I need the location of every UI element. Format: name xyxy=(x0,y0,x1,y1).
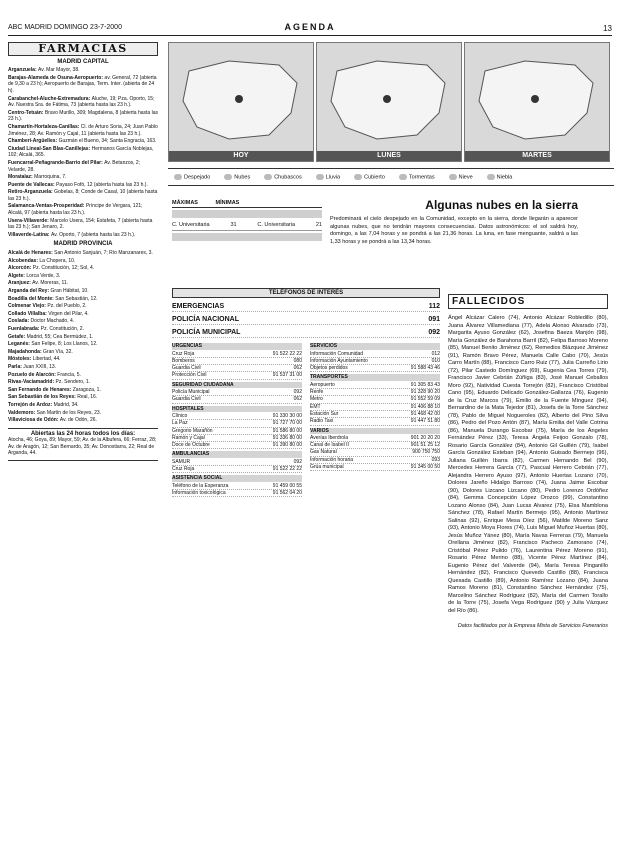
pharmacy-zone: Salamanca-Ventas-Prosperidad: xyxy=(8,203,86,210)
pharmacy-address: Pz. del Pueblo, 2. xyxy=(47,303,87,310)
legend-item: Lluvia xyxy=(316,174,340,180)
weather-map-monday xyxy=(316,42,462,162)
page-header xyxy=(8,22,612,36)
phone-category: SERVICIOS xyxy=(310,343,440,349)
phone-category: ASISTENCIA SOCIAL xyxy=(172,475,302,481)
pharmacy-zone: Rivas-Vaciamadrid: xyxy=(8,379,56,386)
pharmacy-address: Pz. Sendero, 1. xyxy=(55,379,90,386)
pharmacy-entry xyxy=(8,232,158,239)
legend-item: Nieve xyxy=(449,174,473,180)
phone-entry: Teléfono de la Esperanza 91 459 00 55 xyxy=(172,482,302,489)
pharmacy-address: Madrid, 34. xyxy=(53,401,79,408)
map-label: LUNES xyxy=(317,151,461,161)
pharmacy-zone: Algete: xyxy=(8,272,27,279)
phone-entry: Grúa municipal 91 345 00 50 xyxy=(310,464,440,471)
phone-entry: Protección Civil 91 537 31 00 xyxy=(172,372,302,379)
header-rule xyxy=(8,35,612,36)
pharmacy-address: Av. Mar Mayor, 38. xyxy=(38,67,80,74)
sun-icon xyxy=(174,174,182,180)
pharmacy-zone: Parla: xyxy=(8,363,24,370)
open-24h-text: Atocha, 46; Goya, 89; Mayor, 59; Av. de la Albufera, 66; Ferraz, 28; Av. de Aragón, 12; San Bernardo, 35; Av. Donostiarra, 22; Real de Arganda, 44. xyxy=(8,437,157,457)
pharmacy-address: Bravo Murillo, 309; Magdalena, 8 (abierta hasta las 23 h.). xyxy=(8,109,158,123)
phones-title: TELÉFONOS DE INTERÉS xyxy=(172,288,440,298)
pharmacy-entry xyxy=(8,288,158,295)
phone-category: HOSPITALES xyxy=(172,406,302,412)
pharmacy-zone: Chamartín-Hortaleza-Canillas: xyxy=(8,123,81,130)
pharmacy-entry xyxy=(8,410,158,417)
news-body: Predominará el cielo despejado en la Comunidad, excepto en la sierra, donde llegarán a aparecer algunas nubes, que no tendrán mayores consecuencias. Datos astronómicos: el sol saldrá hoy, domingo, a las 7,04 horas y se pondrá a las 21,36 horas. La luna, en fase menguante, saldrá a las 1,33 horas y se pondrá a las 13,34 horas. xyxy=(330,216,578,245)
madrid-capital-heading: MADRID CAPITAL xyxy=(57,58,109,65)
phone-entry: Bomberos 080 xyxy=(172,357,302,364)
pharmacy-address: Cl. de Arturo Soria, 24; Juan Pablo Jiménez, 28; Av. Ramón y Cajal, 11 (abierta hasta las 23 h.). xyxy=(8,123,158,137)
pharmacy-address: Guzmán el Bueno, 34; Santa Engracia, 163. xyxy=(58,138,157,145)
pharmacy-zone: Alcorcón: xyxy=(8,265,33,272)
news-headline: Algunas nubes en la sierra xyxy=(425,198,578,212)
pharmacy-entry xyxy=(8,124,158,137)
showers-icon xyxy=(264,174,272,180)
pharmacy-address: av. General, 72 (abierta de 9,30 a 23 h); Aeropuerto de Barajas, Term. Inter. (abierta de 24 h). xyxy=(8,74,157,94)
pharmacy-entry xyxy=(8,379,158,386)
pharmacy-entry xyxy=(8,364,158,371)
pharmacy-entry xyxy=(8,146,158,159)
deaths-credit: Datos facilitados por la Empresa Mixta de Servicios Funerarios xyxy=(457,623,608,629)
pharmacies-column xyxy=(8,42,158,832)
pharmacy-entry xyxy=(8,311,158,318)
map-spain-icon xyxy=(317,43,461,151)
pharmacy-entry xyxy=(8,203,158,216)
open-24h-heading: Abiertas las 24 horas todos los días: xyxy=(30,430,136,437)
legend-item: Despejado xyxy=(174,174,210,180)
weather-map-tuesday xyxy=(464,42,610,162)
pharmacy-zone: Collado Villalba: xyxy=(8,310,49,317)
pharmacy-zone: Colmenar Viejo: xyxy=(8,303,48,310)
pharmacy-zone: Fuencarral-Peñagrande-Barrio del Pilar: xyxy=(8,159,105,166)
pharmacy-entry xyxy=(8,160,158,173)
map-label: MARTES xyxy=(465,151,609,161)
pharmacy-address: Madrid, 55; Cea Bermúdez, 1. xyxy=(26,333,94,340)
pharmacy-address: Zaragoza, 1. xyxy=(72,386,101,393)
pharmacy-entry xyxy=(8,265,158,272)
phone-entry: EMT 91 406 88 10 xyxy=(310,403,440,410)
pharmacy-entry xyxy=(8,273,158,280)
pharmacies-title: FARMACIAS xyxy=(8,42,158,56)
pharmacy-address: Hermanos García Noblejas, 102; Alcalá, 365. xyxy=(8,145,154,159)
pharmacy-zone: San Sebastián de los Reyes: xyxy=(8,394,78,401)
pharmacy-zone: San Fernando de Henares: xyxy=(8,386,73,393)
storm-icon xyxy=(399,174,407,180)
pharmacy-address: La Chopera, 10. xyxy=(39,257,76,264)
pharmacy-zone: Majadahonda: xyxy=(8,348,44,355)
pharmacy-zone: Retiro-Arganzuela: xyxy=(8,189,55,196)
phone-entry: Radio Taxi 91 447 51 80 xyxy=(310,418,440,425)
pharmacy-zone: Chamberí-Argüelles: xyxy=(8,138,59,145)
pharmacy-entry xyxy=(8,349,158,356)
pharmacy-entry xyxy=(8,280,158,287)
pharmacy-address: Real, 16. xyxy=(77,394,98,401)
phone-entry: Información horaria 093 xyxy=(310,456,440,463)
pharmacy-entry xyxy=(8,138,158,145)
pharmacy-entry xyxy=(8,258,158,265)
phone-category: SEGURIDAD CIUDADANA xyxy=(172,382,302,388)
fog-icon xyxy=(487,174,495,180)
pharmacy-address: Payaso Fofó, 12 (abierta hasta las 23 h.). xyxy=(56,181,148,188)
pharmacy-zone: Carabanchel-Aluche-Extremadura: xyxy=(8,95,92,102)
useful-phones xyxy=(172,288,440,832)
pharmacy-zone: Torrejón de Ardoz: xyxy=(8,401,54,408)
pharmacy-zone: Alcalá de Henares: xyxy=(8,250,55,257)
pharmacy-address: Gran Hábitat, 10. xyxy=(50,288,89,294)
phone-entry: Doce de Octubre 91 390 80 00 xyxy=(172,442,302,449)
pharmacy-address: Av. Betanzos, 2; Velarde, 28. xyxy=(8,159,141,173)
emergency-numbers xyxy=(172,302,440,338)
legend-item: Tormentas xyxy=(399,174,435,180)
pharmacy-address: Av. de Odón, 26. xyxy=(59,417,97,424)
pharmacy-address: San Antonio Sanjuán, 7; Río Manzanares, 3. xyxy=(54,250,153,257)
pharmacy-address: San Sebastián, 12. xyxy=(55,295,98,302)
map-label: HOY xyxy=(169,151,313,161)
temperature-row-shaded xyxy=(172,233,322,241)
temperature-row: C. Universitaria 31 C. Universitaria 21 xyxy=(172,220,322,231)
pharmacy-zone: Centro-Tetuán: xyxy=(8,109,45,116)
temperatures-table xyxy=(172,200,322,243)
phone-entry: Averías Iberdrola 901 20 20 20 xyxy=(310,434,440,441)
legend-item: Chubascos xyxy=(264,174,302,180)
pharmacy-address: Marroquina, 7. xyxy=(34,174,67,181)
legend-item: Niebla xyxy=(487,174,513,180)
phone-entry: Cruz Roja 91 522 22 22 xyxy=(172,350,302,357)
pharmacy-zone: Puente de Vallecas: xyxy=(8,181,57,188)
pharmacy-zone: Pozuelo de Alarcón: xyxy=(8,371,58,378)
pharmacy-zone: Usera-Villaverde: xyxy=(8,217,51,224)
legend-item: Nubes xyxy=(224,174,250,180)
phone-category: AMBULANCIAS xyxy=(172,451,302,457)
pharmacy-address: Av. Oporto, 7 (abierta hasta las 23 h.). xyxy=(50,231,136,238)
pharmacy-address: Pz. Constitución, 12; Sol, 4. xyxy=(32,265,95,272)
min-label: MÍNIMAS xyxy=(215,200,240,206)
madrid-provincia-heading: MADRID PROVINCIA xyxy=(53,241,113,248)
weather-news xyxy=(330,198,578,246)
pharmacy-zone: Móstoles: xyxy=(8,356,33,363)
pharmacy-address: Gran Vía, 32. xyxy=(43,348,73,355)
pharmacy-address: Pz. Constitución, 2. xyxy=(40,325,84,332)
pharmacy-zone: Valdemoro: xyxy=(8,409,37,416)
phone-entry: Guardia Civil 062 xyxy=(172,365,302,372)
rain-icon xyxy=(316,174,324,180)
phone-entry: Ramón y Cajal 91 336 80 00 xyxy=(172,434,302,441)
pharmacy-zone: Coslada: xyxy=(8,318,31,325)
overcast-icon xyxy=(354,174,362,180)
deaths-column xyxy=(448,294,608,824)
phone-category: TRANSPORTES xyxy=(310,374,440,380)
temperature-row-shaded xyxy=(172,210,322,218)
pharmacy-entry xyxy=(8,96,158,109)
pharmacy-address: Lorca Verde, 3. xyxy=(26,272,61,279)
pharmacy-entry xyxy=(8,394,158,401)
pharmacy-zone: Villaverde-Latina: xyxy=(8,231,51,238)
pharmacy-zone: Boadilla del Monte: xyxy=(8,295,56,302)
phone-entry: Cruz Roja 91 522 22 22 xyxy=(172,466,302,473)
pharmacy-entry xyxy=(8,334,158,341)
pharmacy-entry xyxy=(8,75,158,95)
pharmacy-entry xyxy=(8,417,158,424)
phone-entry: Clínico 91 330 30 00 xyxy=(172,412,302,419)
deaths-title: FALLECIDOS xyxy=(448,294,608,309)
page-number: 13 xyxy=(603,24,612,33)
legend-item: Cubierto xyxy=(354,174,385,180)
max-label: MÁXIMAS xyxy=(172,200,198,206)
weather-maps xyxy=(168,42,608,168)
pharmacy-entry xyxy=(8,341,158,348)
pharmacy-address: San Felipe, 8; Los Llanos, 12. xyxy=(31,341,98,348)
map-spain-icon xyxy=(465,43,609,151)
phone-category: VARIOS xyxy=(310,428,440,434)
pharmacy-entry xyxy=(8,67,158,74)
phone-entry: Información toxicológica 91 562 04 20 xyxy=(172,489,302,496)
pharmacy-entry xyxy=(8,372,158,379)
pharmacy-zone: Aranjuez: xyxy=(8,280,33,287)
pharmacy-address: Doctor Machado, 4. xyxy=(30,318,75,325)
open-24h-box xyxy=(8,428,158,461)
pharmacy-entry xyxy=(8,296,158,303)
madrid-provincia-list xyxy=(8,250,158,424)
phones-right-column xyxy=(310,341,440,497)
pharmacy-address: Príncipe de Vergara, 121; Alcalá, 97 (abierta hasta las 23 h.). xyxy=(8,203,143,217)
pharmacy-address: Av. Moreras, 11. xyxy=(32,280,69,287)
emergency-entry: EMERGENCIAS 112 xyxy=(172,303,440,311)
phone-entry: Gas Natural 900 750 750 xyxy=(310,449,440,456)
pharmacy-entry xyxy=(8,356,158,363)
pharmacy-zone: Getafe: xyxy=(8,333,27,340)
pharmacy-entry xyxy=(8,174,158,181)
emergency-entry: POLICÍA NACIONAL 091 xyxy=(172,316,440,324)
weather-legend xyxy=(168,168,614,186)
pharmacy-entry xyxy=(8,318,158,325)
section-title: AGENDA xyxy=(284,22,336,32)
phone-entry: La Paz 91 727 70 00 xyxy=(172,420,302,427)
pharmacy-entry xyxy=(8,326,158,333)
pharmacy-address: San Martín de los Reyes, 23. xyxy=(36,409,102,416)
pharmacy-zone: Villaviciosa de Odón: xyxy=(8,417,60,424)
publication-date: ABC MADRID DOMINGO 23-7-2000 xyxy=(8,24,122,31)
phone-entry: Información Comunidad 012 xyxy=(310,350,440,357)
pharmacy-zone: Arganzuela: xyxy=(8,67,39,74)
phone-entry: SAMUR 092 xyxy=(172,458,302,465)
emergency-entry: POLICÍA MUNICIPAL 092 xyxy=(172,329,440,337)
pharmacy-entry xyxy=(8,303,158,310)
pharmacy-entry xyxy=(8,189,158,202)
pharmacy-entry xyxy=(8,218,158,231)
phone-entry: Estación Sur 91 468 42 00 xyxy=(310,410,440,417)
weather-map-today xyxy=(168,42,314,162)
snow-icon xyxy=(449,174,457,180)
pharmacy-zone: Ciudad Lineal-San Blas-Canillejas: xyxy=(8,145,92,152)
map-spain-icon xyxy=(169,43,313,151)
phone-entry: Guardia Civil 062 xyxy=(172,396,302,403)
phone-entry: Aeropuerto 91 305 83 43 xyxy=(310,381,440,388)
temperatures-header xyxy=(172,200,322,208)
pharmacy-address: Virgen del Pilar, 4. xyxy=(48,310,89,317)
pharmacy-entry xyxy=(8,402,158,409)
pharmacy-zone: Fuenlabrada: xyxy=(8,325,41,332)
pharmacy-address: Juan XXIII, 13. xyxy=(23,363,57,370)
pharmacy-address: Francia, 5. xyxy=(57,371,81,378)
phone-entry: Metro 91 552 59 09 xyxy=(310,396,440,403)
phone-category: URGENCIAS xyxy=(172,343,302,349)
phone-entry: Objetos perdidos 91 588 43 46 xyxy=(310,365,440,372)
pharmacy-zone: Alcobendas: xyxy=(8,257,40,264)
madrid-capital-list xyxy=(8,67,158,238)
pharmacy-zone: Barajas-Alameda de Osuna-Aeropuerto: xyxy=(8,74,105,81)
phone-entry: Renfe 91 328 90 20 xyxy=(310,389,440,396)
phone-entry: Canal de Isabel II 901 51 25 12 xyxy=(310,442,440,449)
pharmacy-zone: Leganés: xyxy=(8,341,32,348)
phones-left-column xyxy=(172,341,302,497)
pharmacy-zone: Moratalaz: xyxy=(8,174,35,181)
phone-entry: Policía Municipal 092 xyxy=(172,389,302,396)
pharmacy-entry xyxy=(8,250,158,257)
pharmacy-address: Marcelo Usera, 154; Estafeta, 7 (abierta hasta las 23 h.); San Jenaro, 2. xyxy=(8,217,153,231)
pharmacy-zone: Arganda del Rey: xyxy=(8,288,51,294)
pharmacy-address: Gobelas, 8; Conde de Casal, 10 (abierta hasta las 23 h.). xyxy=(8,189,158,202)
phone-entry: Información Ayuntamiento 010 xyxy=(310,357,440,364)
deaths-list: Ángel Alcázar Calero (74), Antonio Alcázar Robledillo (80), Juana Álvarez Villamediana (77), Adela Alonso Alvarado (73), Margarita Ayuso González (62), Josefina Baeza Manjón (98), María González de Barahona Barril (82), Felipa Barroso Moreno (85), Manuel Benito Jiménez (62), Remedios Blázquez Jiménez (91), Ramón Bravo Pérez, Manuela Calle Cabo (70), Jesús Carro Martín (88), Francisco Carro Ruiz (77), Julia Carreño Lirio (72), Pilar Castedo Domínguez (69), Eugenia Cea Torres (79), Francisco Javier Cebrián Zúñiga (83), José Manuel Ceballos Moro (92), Natividad Cuesta Torrejón (82), Francisco Cristóbal Cano (95), Eduardo Delicado González-Gallarza (76), Eugenio de la Cruz Marcos (79), Emilio de la Fuente Mínguez (94), Bernardino de la Mata Tejedor (81), Josefa de la Torre Sánchez (78), Pablo de Miguel Nogueroles (82), Alberto del Pino Silva (86), Pedro del Pozo Antón (87), María Emilia del Valle Cotrina (86), Manuela Durango Escobar (75), María de los Ángeles Fernández Pérez (33), Teresa Ángela Feijoo Gonzalo (78), Rosario García González (84), Antonio Gil Guillén (79), Isabel García González Esteban (94), Antonio Guisado Bermejo (96), Juliana Guillén Ibarra (82), Carmen Hernando Bel (90), Mercedes Herrera García (77), Pascual Herrero Cebrián (77), Alejandra Herrero Ayuso (97), Antonio Huertas Lozano (70), Dolores Jareño Hidalgo Barroso (74), Juana Jaime Escobar (90), Dolores Lizcano Lizcano (80), Pedro Lorenzo Ordóñez (84), Gemma Concepción López Orozco (99), Constantino Lozano Alonso (84), Juan Lucas Alvarez (75), Elsa Mamblona Sánchez (78), Rafael Martín Bermejo (95), Antonio Martínez Salinas (92), Enrique Mesa Díez (56), Matilde Moreno Sanz (93), Antonio Moya Flores (74), Luis Miguel Muñoz Huertas (80), Jesús Muñoz Yánez (80), María Navas Ferreras (79), Manuela Orellana Jiménez (82), Francisco Pacheco Zamorano (74), Cristóbal Pérez Pulido (76), Laurentina Pérez Moreno (91), Rosario Pérez Merino (88), Vicente Pérez Martínez (84), Eugenio Pérez del Valverde (94), María Teresa Pinganillo Hernández (82), Francisco Quevedo Castillo (88), Francisca Quesada Castillo (89), Antonio Ramírez Lozano (84), Juana Ramos Moreno (81), Constantino Sánchez Hernández (75), Marcelino Sánchez Rodríguez (82), María del Carmen Torallo de la Torre (75), Josefa Vega Rodríguez (90) y Julia Vázquez del Río (86). xyxy=(448,315,608,614)
pharmacy-address: Libertad, 44. xyxy=(32,356,61,363)
cloud-icon xyxy=(224,174,232,180)
pharmacy-address: Aluche, 19; Pza. Oporto, 15; Av. Nuestra Sra. de Fátima, 73 (abierta hasta las 23 h.). xyxy=(8,95,155,109)
pharmacy-entry xyxy=(8,387,158,394)
phone-entry: Gregorio Marañón 91 586 80 00 xyxy=(172,427,302,434)
pharmacy-entry xyxy=(8,182,158,189)
pharmacy-entry xyxy=(8,110,158,123)
